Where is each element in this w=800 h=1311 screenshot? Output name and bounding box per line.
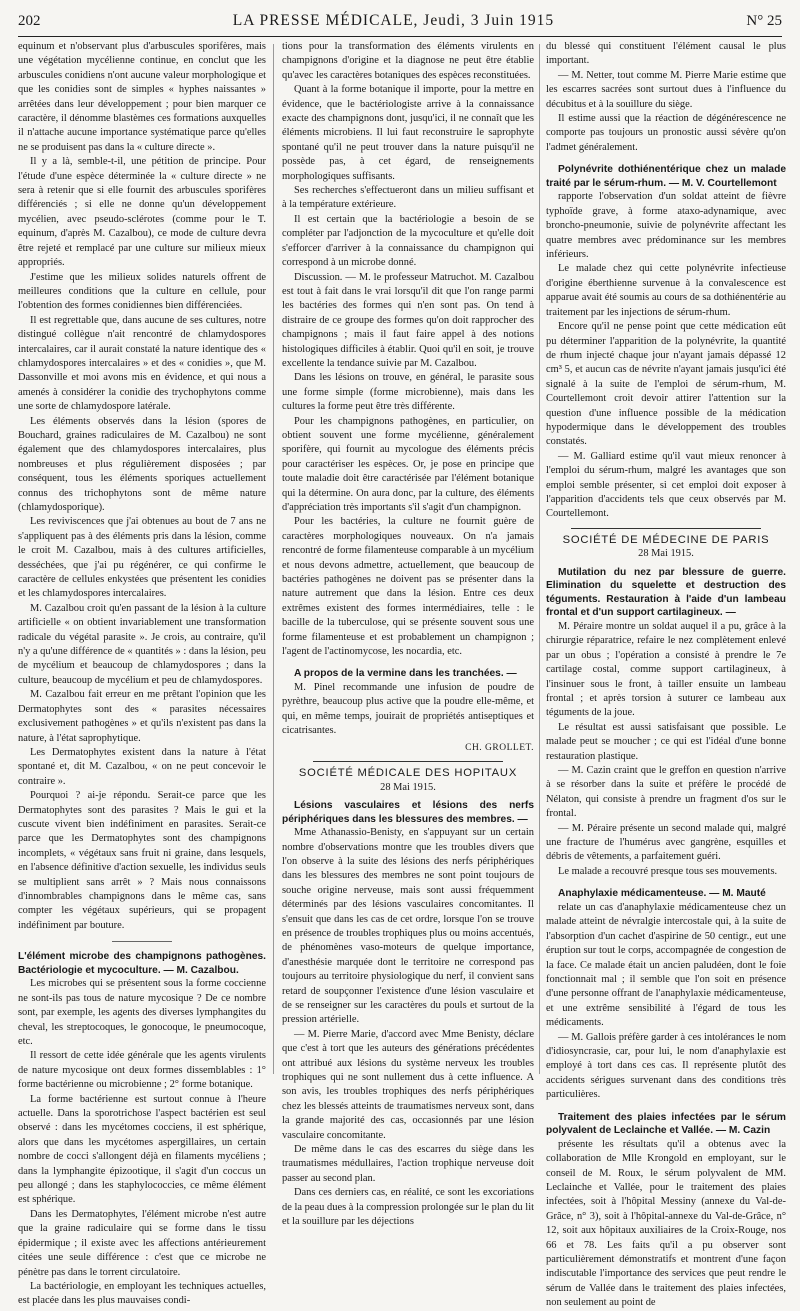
page-header: [18, 6, 782, 37]
paragraph: — M. Péraire présente un second malade qui, malgré une fracture de l'humérus avec gangrène, esquilles et débris de vêtements, a parfaitement guéri.: [546, 822, 786, 863]
paragraph: — M. Cazin craint que le greffon en question n'arrive à se résorber dans la suite et préfère le procédé de Nélaton, qui consiste à prendre un fragment d'os sur le frontal.: [546, 765, 786, 820]
paragraph: equinum et n'observant plus d'arbuscules sporifères, mais une végétation mycélienne continue, en conclut que les arbuscules conidiens n'ont aucune valeur morphologique et que les conidies sont de simples « hyphes naissantes » arrêtées dans leur développement ; pour bien marquer ce caractère, il dénomme blastèmes ces formations auxquelles il n'attache aucune importance systématique parce qu'elles ne se produisent pas dans la « culture directe ».: [18, 41, 266, 153]
society-title: SOCIÉTÉ MÉDICALE DES HOPITAUX: [298, 767, 518, 780]
paragraph: Discussion. — M. le professeur Matruchot. M. Cazalbou est tout à fait dans le vrai lorsqu'il dit que l'on range parmi les bactéries des formes qui n'en sont pas. On tend à distraire de ce groupe des formes qu'on doit rapprocher des champignons ; mais il faut faire appel à des notions histologiques difficiles à établir. Quoi qu'il en soit, je trouve excellente la tendance suivie par M. Cazalbou.: [282, 271, 534, 369]
paragraph: La forme bactérienne est surtout connue à l'heure actuelle. Dans la sporotrichose l'aspect bactérien est seul observé : dans les mycétomes cocciens, il est sphérique, alors que dans les mycétomes aspergillaires, un certain nombre de cocci s'allongent déjà en filaments mycéliens ; dans la lymphangite épizootique, il s'agit d'un coccus un peu allongé ; dans les staphylococcies, ce même élément est sphérique.: [18, 1093, 266, 1206]
paragraph: Dans ces derniers cas, en réalité, ce sont les excoriations de la peau dues à la compression prolongée sur le plan du lit et la souillure par les déjections: [282, 1187, 534, 1228]
paragraph: Quant à la forme botanique il importe, pour la mettre en évidence, que le bactériologiste arrive à la connaissance exacte des champignons dont, jusqu'ici, il ne connaît que les éléments microbiens. Il lui faut reconstruire le saprophyte spontané qu'il ne peut trouver dans la nature puisqu'il ne possède pas, à cet égard, de renseignements morphologiques suffisants.: [282, 84, 534, 182]
section-heading: Polynévrite dothiénentérique chez un malade traité par le sérum-rhum. — M. V. Courtellemont: [546, 164, 786, 189]
paragraph: Le malade a recouvré presque tous ses mouvements.: [558, 865, 778, 877]
paragraph: Les microbes qui se présentent sous la forme coccienne ne sont-ils pas tous de nature mycosique ? De ce nombre sont, par exemple, les agents des diverses lymphangites du cheval, les streptocoques, le gonocoque, le pneumocoque, etc.: [18, 978, 266, 1047]
paragraph: Encore qu'il ne pense point que cette médication eût pu déterminer l'apparition de la polynévrite, la quantité de rhum injecté chaque jour n'ayant jamais dépassé 12 cm³ 5, et aucun cas de névrite n'ayant jamais jusqu'ici été signalé à la suite de l'emploi de sérum-rhum, M. Courtellemont croit devoir attirer l'attention sur la question d'une influence possible de la médication hypodermique dans le développement des troubles constatés.: [546, 321, 786, 448]
paragraph: — M. Netter, tout comme M. Pierre Marie estime que les escarres sacrées sont surtout dues à l'influence du décubitus et à la souillure du siège.: [546, 69, 786, 110]
section-separator: [112, 941, 172, 942]
section-heading: L'élément microbe des champignons pathogènes. Bactériologie et mycoculture. — M. Cazalbou.: [18, 951, 266, 976]
paragraph: Les reviviscences que j'ai obtenues au bout de 7 ans ne s'appliquent pas à des éléments pris dans la lésion, comme le croit M. Cazalbou, mais à des cultures artificielles, desséchées, que j'ai pu régénérer, ce qui confirme le caractère de cellules enkystées que présentent les conidies et les chlamydospores intercalaires.: [18, 516, 266, 600]
section-heading: Traitement des plaies infectées par le sérum polyvalent de Leclainche et Vallée. — M. Cazin: [546, 1111, 786, 1137]
paragraph: Les Dermatophytes existent dans la nature à l'état spontané et, dit M. Cazalbou, « on ne peut concevoir le contraire ».: [18, 746, 266, 787]
section-heading: A propos de la vermine dans les tranchées. —: [294, 668, 517, 680]
paragraph: Pourquoi ? ai-je répondu. Serait-ce parce que les Dermatophytes sont des parasites ? Mais le gui et la cuscute vivent bien indéfiniment en parasites. Serait-ce parce que les Dermatophytes sont des champignons incomplets, « végétaux sans fruit ni graine, dans lesquels, en l'absence définitive d'action sexuelle, les individus seuls se multiplient sans arrêt » ? Mais nous connaissons d'innombrables champignons dans le même cas, sans compter les végétaux supérieurs, qui se propagent indéfiniment par bouture.: [18, 790, 266, 931]
page-number: 202: [18, 12, 41, 29]
paragraph: Ses recherches s'effectueront dans un milieu suffisant et à la température extérieure.: [282, 185, 534, 211]
paragraph: Il ressort de cette idée générale que les agents virulents de nature mycosique ont deux formes dissemblables : 1° forme bactérienne ou microbienne ; 2° forme botanique.: [18, 1050, 266, 1091]
column-3: [546, 40, 786, 1309]
paragraph: Les éléments observés dans la lésion (spores de Bouchard, graines radiculaires de M. Cazalbou) ne sont également que des chlamydospores intercalaires, plus nombreuses et plus régulièrement disposées ; par conséquent, tous les éléments sporiques actuellement connus des trichophytons sont de même nature (chlamydosporique).: [18, 415, 266, 513]
issue-number: N° 25: [746, 12, 782, 29]
journal-title: LA PRESSE MÉDICALE, Jeudi, 3 Juin 1915: [232, 12, 555, 29]
paragraph: — M. Galliard estime qu'il vaut mieux renoncer à l'emploi du sérum-rhum, malgré les avantages que son emploi semble présenter, si cet emploi doit exposer à l'apparition d'accidents tels que ceux observés par M. Courtellemont.: [546, 450, 786, 520]
column-rule-right: [539, 44, 540, 1074]
paragraph: Le malade chez qui cette polynévrite infectieuse d'origine éberthienne survenue à la convalescence est apparue avait été soumis au cours de sa dothiénentérie au traitement par les injections de sérum-rhum.: [546, 263, 786, 318]
paragraph: J'estime que les milieux solides naturels offrent de meilleures conditions que la culture en cellule, pour l'obtention des formes conidiennes bien différenciées.: [18, 271, 266, 312]
paragraph: M. Cazalbou fait erreur en me prêtant l'opinion que les Dermatophytes sont des « parasites nécessaires exclusivement pathogènes » et qu'ils n'existent pas dans la nature, à l'état saprophytique.: [18, 689, 266, 744]
paragraph: Mme Athanassio-Benisty, en s'appuyant sur un certain nombre d'observations montre que les troubles divers que l'on observe à la suite des lésions des nerfs périphériques dans les blessures des membres ne sont point toujours de souche origine nerveuse, mais sont aussi fréquemment déterminés par des lésions vasculaires concomitantes. Il s'ensuit que dans les cas de cet ordre, lorsque l'on se trouve en présence de troubles trophiques plus ou moins accentués, de phénomènes vaso-moteurs de quelque importance, d'anesthésie marquée dont le territoire ne correspond pas toujours au territoire physiologique du nerf, il convient sans retard de soupçonner l'existence d'une lésion vasculaire et de se renseigner sur les caractères du pouls et surtout de la pression artérielle.: [282, 827, 534, 1026]
paragraph: Il est certain que la bactériologie a besoin de se compléter par l'adjonction de la mycoculture et qu'elle doit s'efforcer d'arriver à la connaissance du champignon qui correspond à un microbe donné.: [282, 213, 534, 269]
paragraph: Pour les champignons pathogènes, en particulier, on obtient souvent une forme mycélienne, généralement sporifère, qui fournit au mycologue des éléments précis pour caractériser les espèces. Or, je pose en principe que toute maladie doit être caractérisée par l'élément botanique qui la détermine. On aura donc, par la culture, des éléments d'appréciation très importants s'il s'agit d'un champignon.: [282, 415, 534, 513]
society-date: 28 Mai 1915.: [380, 781, 436, 793]
paragraph: relate un cas d'anaphylaxie médicamenteuse chez un malade atteint de névralgie intercostale qui, à la suite de l'absorption d'un cachet d'aspirine de 50 centigr., eut une éruption sur tout le corps, accompagnée de congestion de la face. Ce malade était un ancien paludéen, dont le foie fonctionnait mal ; il semble que l'on soit en présence d'une personne offrant de l'anaphylaxie médicamenteuse, et une extrême sensibilité à l'égard de tous les médicaments.: [546, 901, 786, 1029]
section-rule: [313, 761, 503, 762]
society-date: 28 Mai 1915.: [638, 548, 694, 560]
paragraph: — M. Gallois préfère garder à ces intolérances le nom d'idiosyncrasie, car, pour lui, le nom d'anaphylaxie est employé à tort dans ces cas. Il représente plutôt des accidents sérigues survenant dans des conditions très particulières.: [546, 1031, 786, 1101]
paragraph: La bactériologie, en employant les techniques actuelles, est placée dans les plus mauvaises condi-: [18, 1280, 266, 1307]
paragraph: — M. Pierre Marie, d'accord avec Mme Benisty, déclare que c'est à tort que les auteurs des générations précédentes ont attribué aux lésions du système nerveux les troubles trophiques qui ne sont nullement dus à cette influence. A son avis, les troubles trophiques des nerfs périphériques chez les blessés atteints de traumatismes nerveux sont, dans la grande majorité des cas, occasionnés par une lésion vasculaire concomitante.: [282, 1028, 534, 1141]
section-heading: Mutilation du nez par blessure de guerre. Elimination du squelette et destruction des téguments. Restauration à l'aide d'un lambeau frontal et d'un support cartilagineux. —: [546, 566, 786, 619]
paragraph: présente les résultats qu'il a obtenus avec la collaboration de Mlle Krongold en employant, sur le conseil de M. Roux, le sérum polyvalent de MM. Leclainche et Vallée, pour le traitement des plaies infectées, soit à l'hôpital Messiny (annexe du Val-de-Grâce, n° 3), soit à l'hôpital-annexe du Val-de-Grâce, n° 12, soit aux hôpitaux auxiliaires de la Croix-Rouge, nos 66 et 78. Les faits qu'il a pu observer sont particulièrement démonstratifs et montrent d'une façon indiscutable l'importance des services que peut rendre le sérum de Vallée dans le traitement des plaies infectées, non seulement au point de: [546, 1138, 786, 1309]
author-signature: CH. GROLLET.: [465, 742, 534, 753]
paragraph: Dans les lésions on trouve, en général, le parasite sous une forme simple (forme microbienne), mais dans les cultures la forme peut être très différente.: [282, 372, 534, 413]
section-heading: Lésions vasculaires et lésions des nerfs périphériques dans les blessures des membres. —: [282, 799, 534, 825]
paragraph: Il estime aussi que la réaction de dégénérescence ne comporte pas toujours un pronostic aussi sévère qu'on l'admet généralement.: [546, 113, 786, 153]
paragraph: M. Cazalbou croit qu'en passant de la lésion à la culture artificielle « on obtient invariablement une transformation radicale du végétal parasite ». Je crois, au contraire, qu'il n'y a qu'une différence de « quantités » : dans la lésion, peu de mycélium et beaucoup de chlamydospores ; dans la culture, beaucoup de mycélium et peu de chlamydospores.: [18, 602, 266, 686]
column-1: [18, 40, 266, 1307]
paragraph: M. Pinel recommande une infusion de poudre de pyrèthre, beaucoup plus active que la poudre elle-même, et qui, en même temps, jouirait de propriétés antiseptiques et cicatrisantes.: [282, 682, 534, 737]
paragraph: Pour les bactéries, la culture ne fournit guère de caractères morphologiques nouveaux. On n'a jamais rencontré de forme filamenteuse comparable à un mycélium et nous devons admettre, actuellement, que beaucoup de bactéries pathogènes ne doivent pas se présenter dans la nature autrement que dans la lésion. Entre ces deux extrêmes existent des formes intermédiaires, telle : le bacille de la tuberculose, qui se présente souvent sous une forme filamenteuse et est probablement un champignon ; l'agent de l'actinomycose, les nocardia, etc.: [282, 516, 534, 658]
paragraph: Il est regrettable que, dans aucune de ses cultures, notre distingué collègue n'ait rencontré de chlamydospores intercalaires, car il aurait constaté la nature identique des « chlamydospores intercalaires » et des « conidies », que M. Dassonville et moi avons mis en évidence, et qui nous a amenés à considérer la conidie des trychophytons comme une sorte de chlamydospore latérale.: [18, 314, 266, 413]
column-rule-left: [273, 44, 274, 1074]
column-2: [282, 40, 534, 1228]
paragraph: Il y a là, semble-t-il, une pétition de principe. Pour l'étude d'une espèce déterminée la « culture directe » ne sera à retenir que si elle fournit des arbuscules sporifères différenciés ; si elle ne donne qu'un développement mycélien, avec pseudo-sclérotes (comme pour le T. equinum, d'après M. Cazalbou), ce mode de culture devra être rejeté et remplacé par une culture sur milieux mieux appropriés.: [18, 156, 266, 269]
section-rule: [571, 528, 761, 529]
paragraph: Dans les Dermatophytes, l'élément microbe n'est autre que la graine radiculaire qui se forme dans le tissu épidermique ; il existe avec les affections antérieurement citées une seule différence : c'est que ce microbe ne pénètre pas dans le torrent circulatoire.: [18, 1208, 266, 1278]
paragraph: rapporte l'observation d'un soldat atteint de fièvre typhoïde grave, à forme ataxo-adynamique, avec broncho-pneumonie, suivie de polynévrite affectant les quatre membres avec prédominance sur les membres inférieurs.: [546, 191, 786, 261]
paragraph: tions pour la transformation des éléments virulents en champignons d'origine et la diagnose ne peut être établie qu'avec les caractères botaniques des espèces reconstituées.: [282, 41, 534, 81]
paragraph: Le résultat est aussi satisfaisant que possible. Le malade peut se moucher ; ce qui est l'idéal d'une bonne restauration plastique.: [546, 721, 786, 762]
paragraph: du blessé qui constituent l'élément causal le plus important.: [546, 41, 786, 67]
paragraph: De même dans le cas des escarres du siège dans les traumatismes médullaires, l'action trophique nerveuse doit passer au second plan.: [282, 1144, 534, 1184]
section-heading: Anaphylaxie médicamenteuse. — M. Mauté: [558, 888, 766, 900]
society-title: SOCIÉTÉ DE MÉDECINE DE PARIS: [562, 533, 770, 546]
paragraph: M. Péraire montre un soldat auquel il a pu, grâce à la chirurgie réparatrice, refaire le nez complètement enlevé par un obus ; l'opération a consisté à prendre le 7e cartilage costal, comme support cartilagineux, à l'insinuer sous le front, à tailler ensuite un lambeau frontal ; et après torsion à suturer ce lambeau aux téguments de la joue.: [546, 620, 786, 719]
